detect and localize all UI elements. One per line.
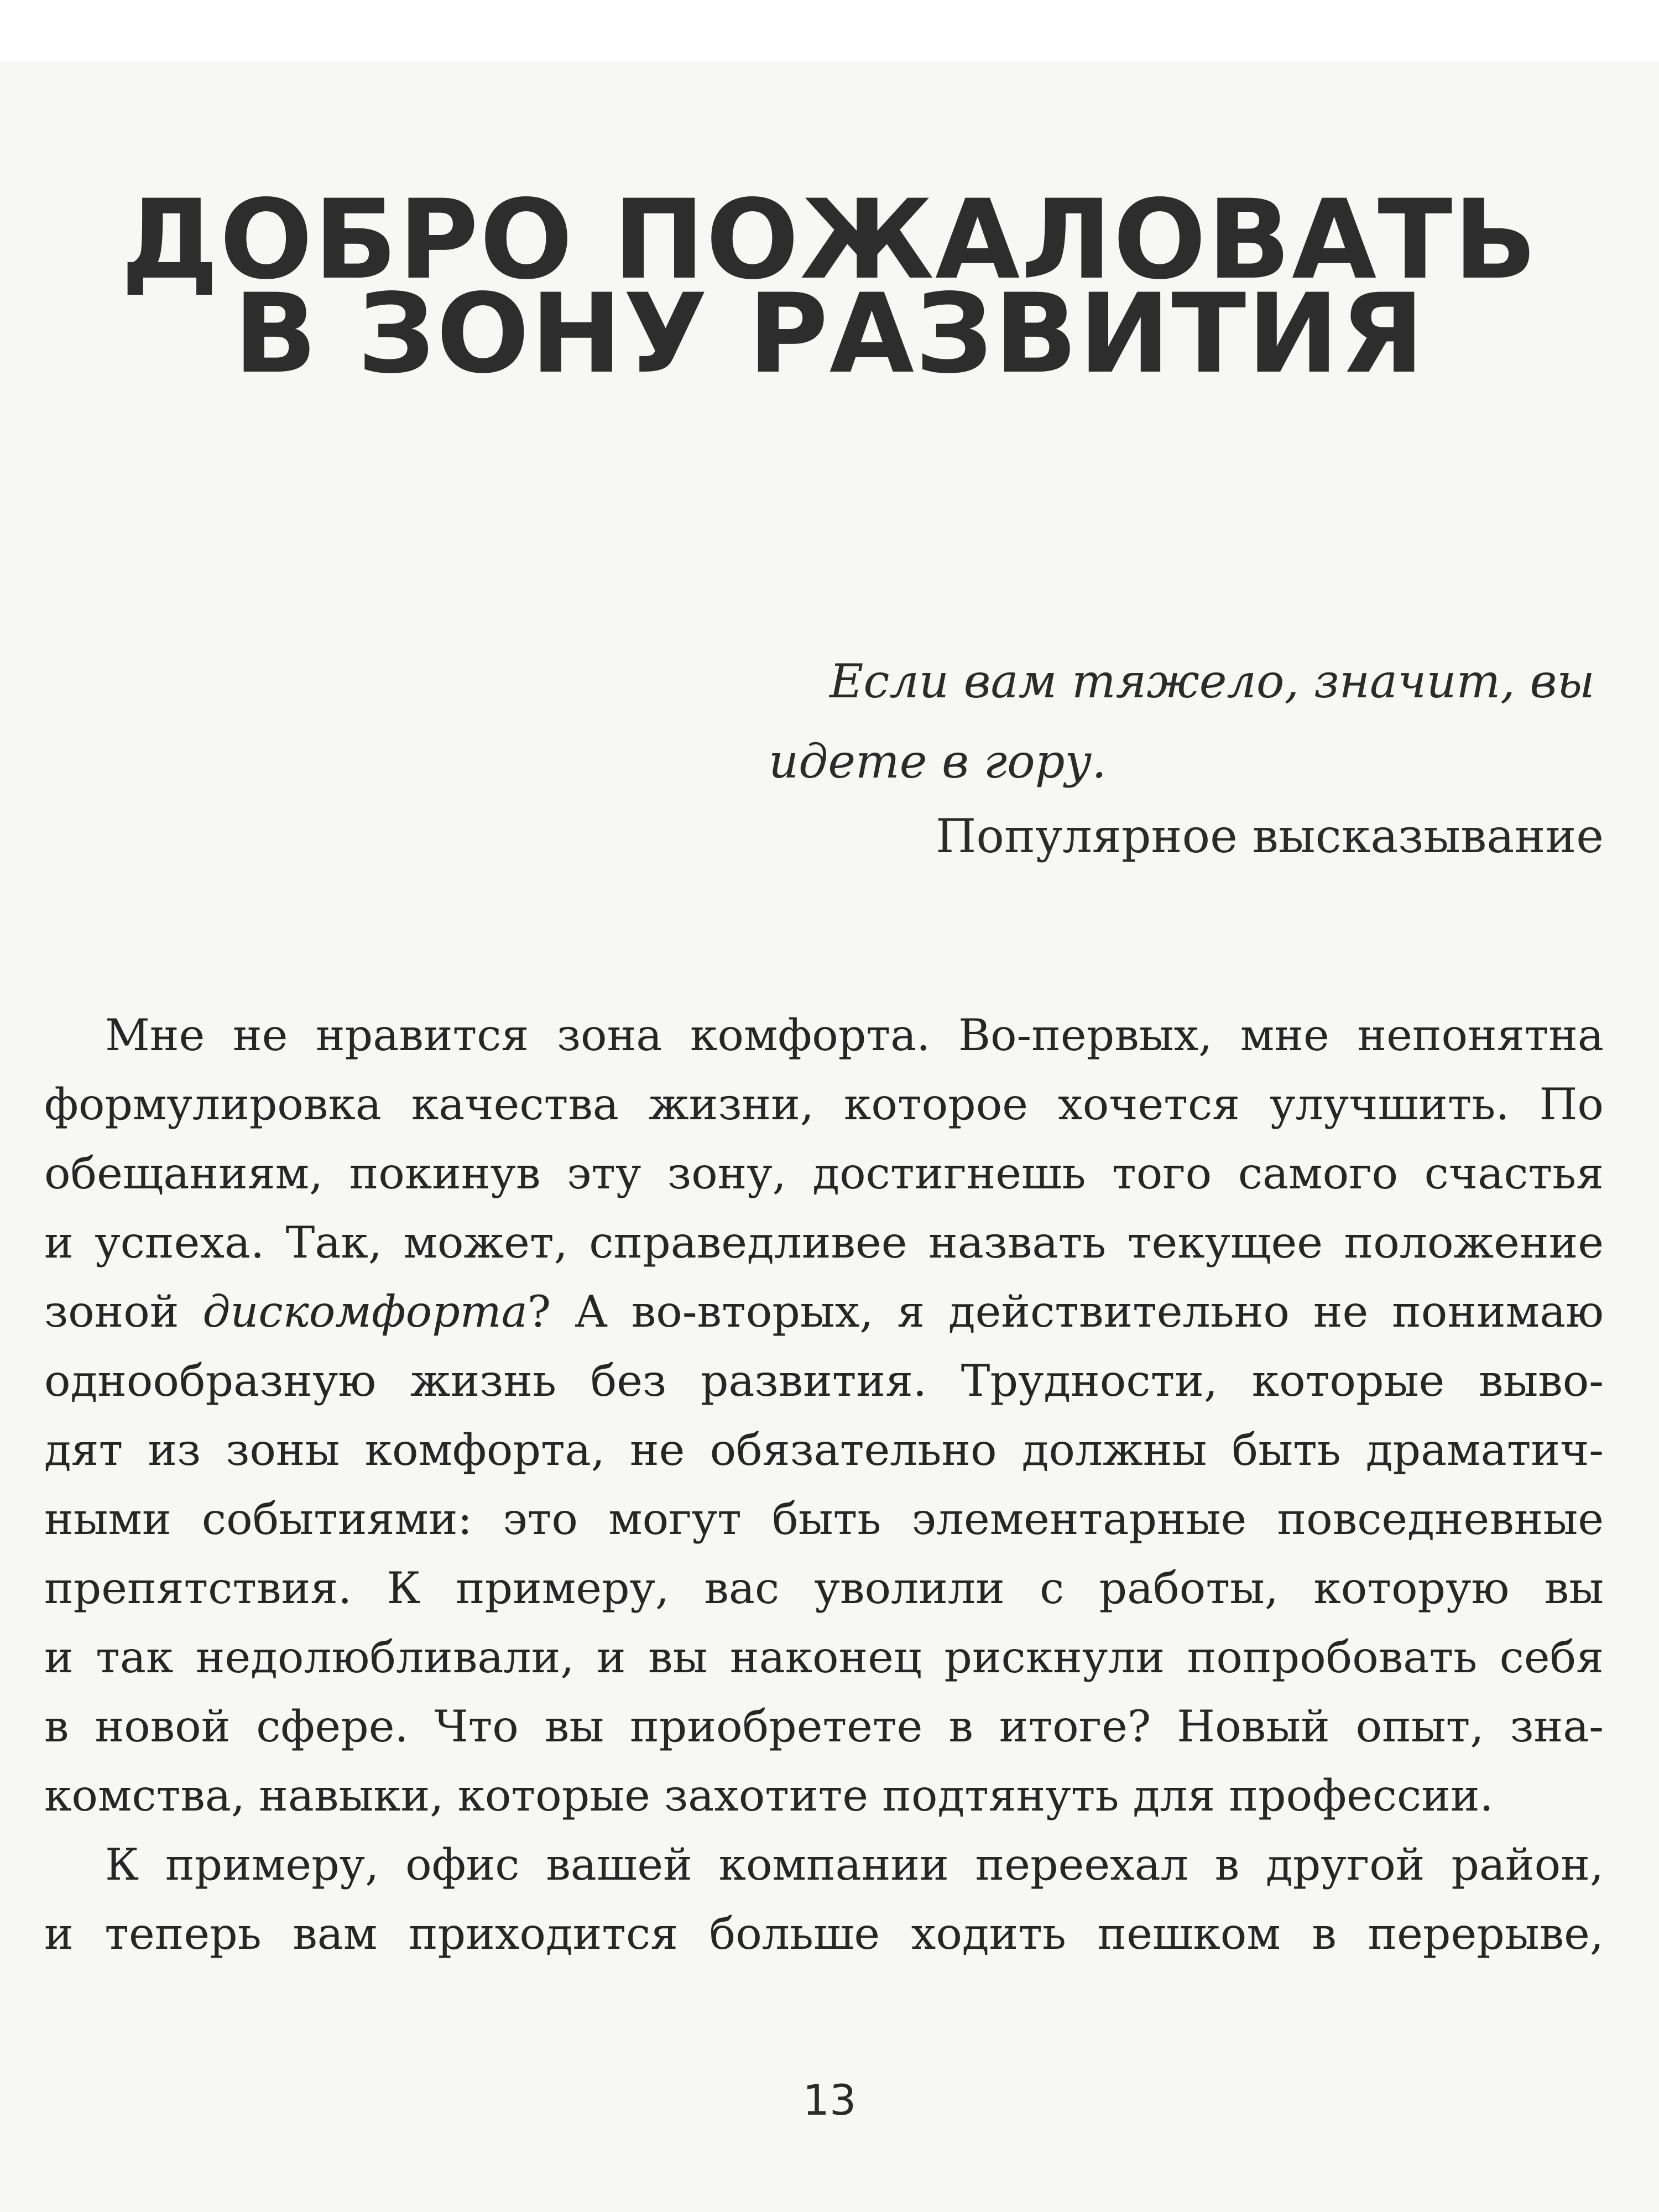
- body-line-segment: ? А во-вторых, я действительно не понимаю: [527, 1286, 1604, 1337]
- body-line: формулировка качества жизни, которое хочется улучшить. По: [44, 1079, 1604, 1130]
- epigraph-quote-line-2: идете в гору.: [769, 734, 1107, 789]
- epigraph-quote-line-1: Если вам тяжело, значит, вы: [830, 654, 1595, 708]
- body-line: К примеру, офис вашей компании переехал в другой район,: [105, 1839, 1604, 1890]
- body-line: и теперь вам приходится больше ходить пешком в перерыве,: [44, 1908, 1604, 1959]
- body-line: [44, 1277, 1604, 1347]
- chapter-title-line-1: ДОБРО ПОЖАЛОВАТЬ: [121, 176, 1538, 304]
- body-line-segment: зоной: [44, 1286, 203, 1337]
- body-line: дят из зоны комфорта, не обязательно должны быть драматич-: [44, 1425, 1604, 1475]
- body-line: в новой сфере. Что вы приобретете в итоге? Новый опыт, зна-: [44, 1701, 1604, 1752]
- body-line: и так недолюбливали, и вы наконец рискнули попробовать себя: [44, 1632, 1604, 1683]
- body-line: препятствия. К примеру, вас уволили с работы, которую вы: [44, 1563, 1604, 1614]
- body-line: однообразную жизнь без развития. Трудности, которые выво-: [44, 1355, 1604, 1406]
- chapter-title-line-2: В ЗОНУ РАЗВИТИЯ: [233, 270, 1426, 398]
- body-line: комства, навыки, которые захотите подтянуть для профессии.: [44, 1770, 1494, 1821]
- body-line: обещаниям, покинув эту зону, достигнешь того самого счастья: [44, 1148, 1604, 1199]
- body-line: Мне не нравится зона комфорта. Во-первых, мне непонятна: [105, 1010, 1604, 1061]
- emphasized-word: дискомфорта: [202, 1286, 528, 1337]
- page-number: 13: [802, 2075, 857, 2125]
- epigraph-source: Популярное высказывание: [936, 809, 1604, 863]
- body-line: и успеха. Так, может, справедливее назвать текущее положение: [44, 1217, 1604, 1268]
- body-text: [44, 1001, 1604, 1969]
- body-line: ными событиями: это могут быть элементарные повседневные: [44, 1494, 1604, 1545]
